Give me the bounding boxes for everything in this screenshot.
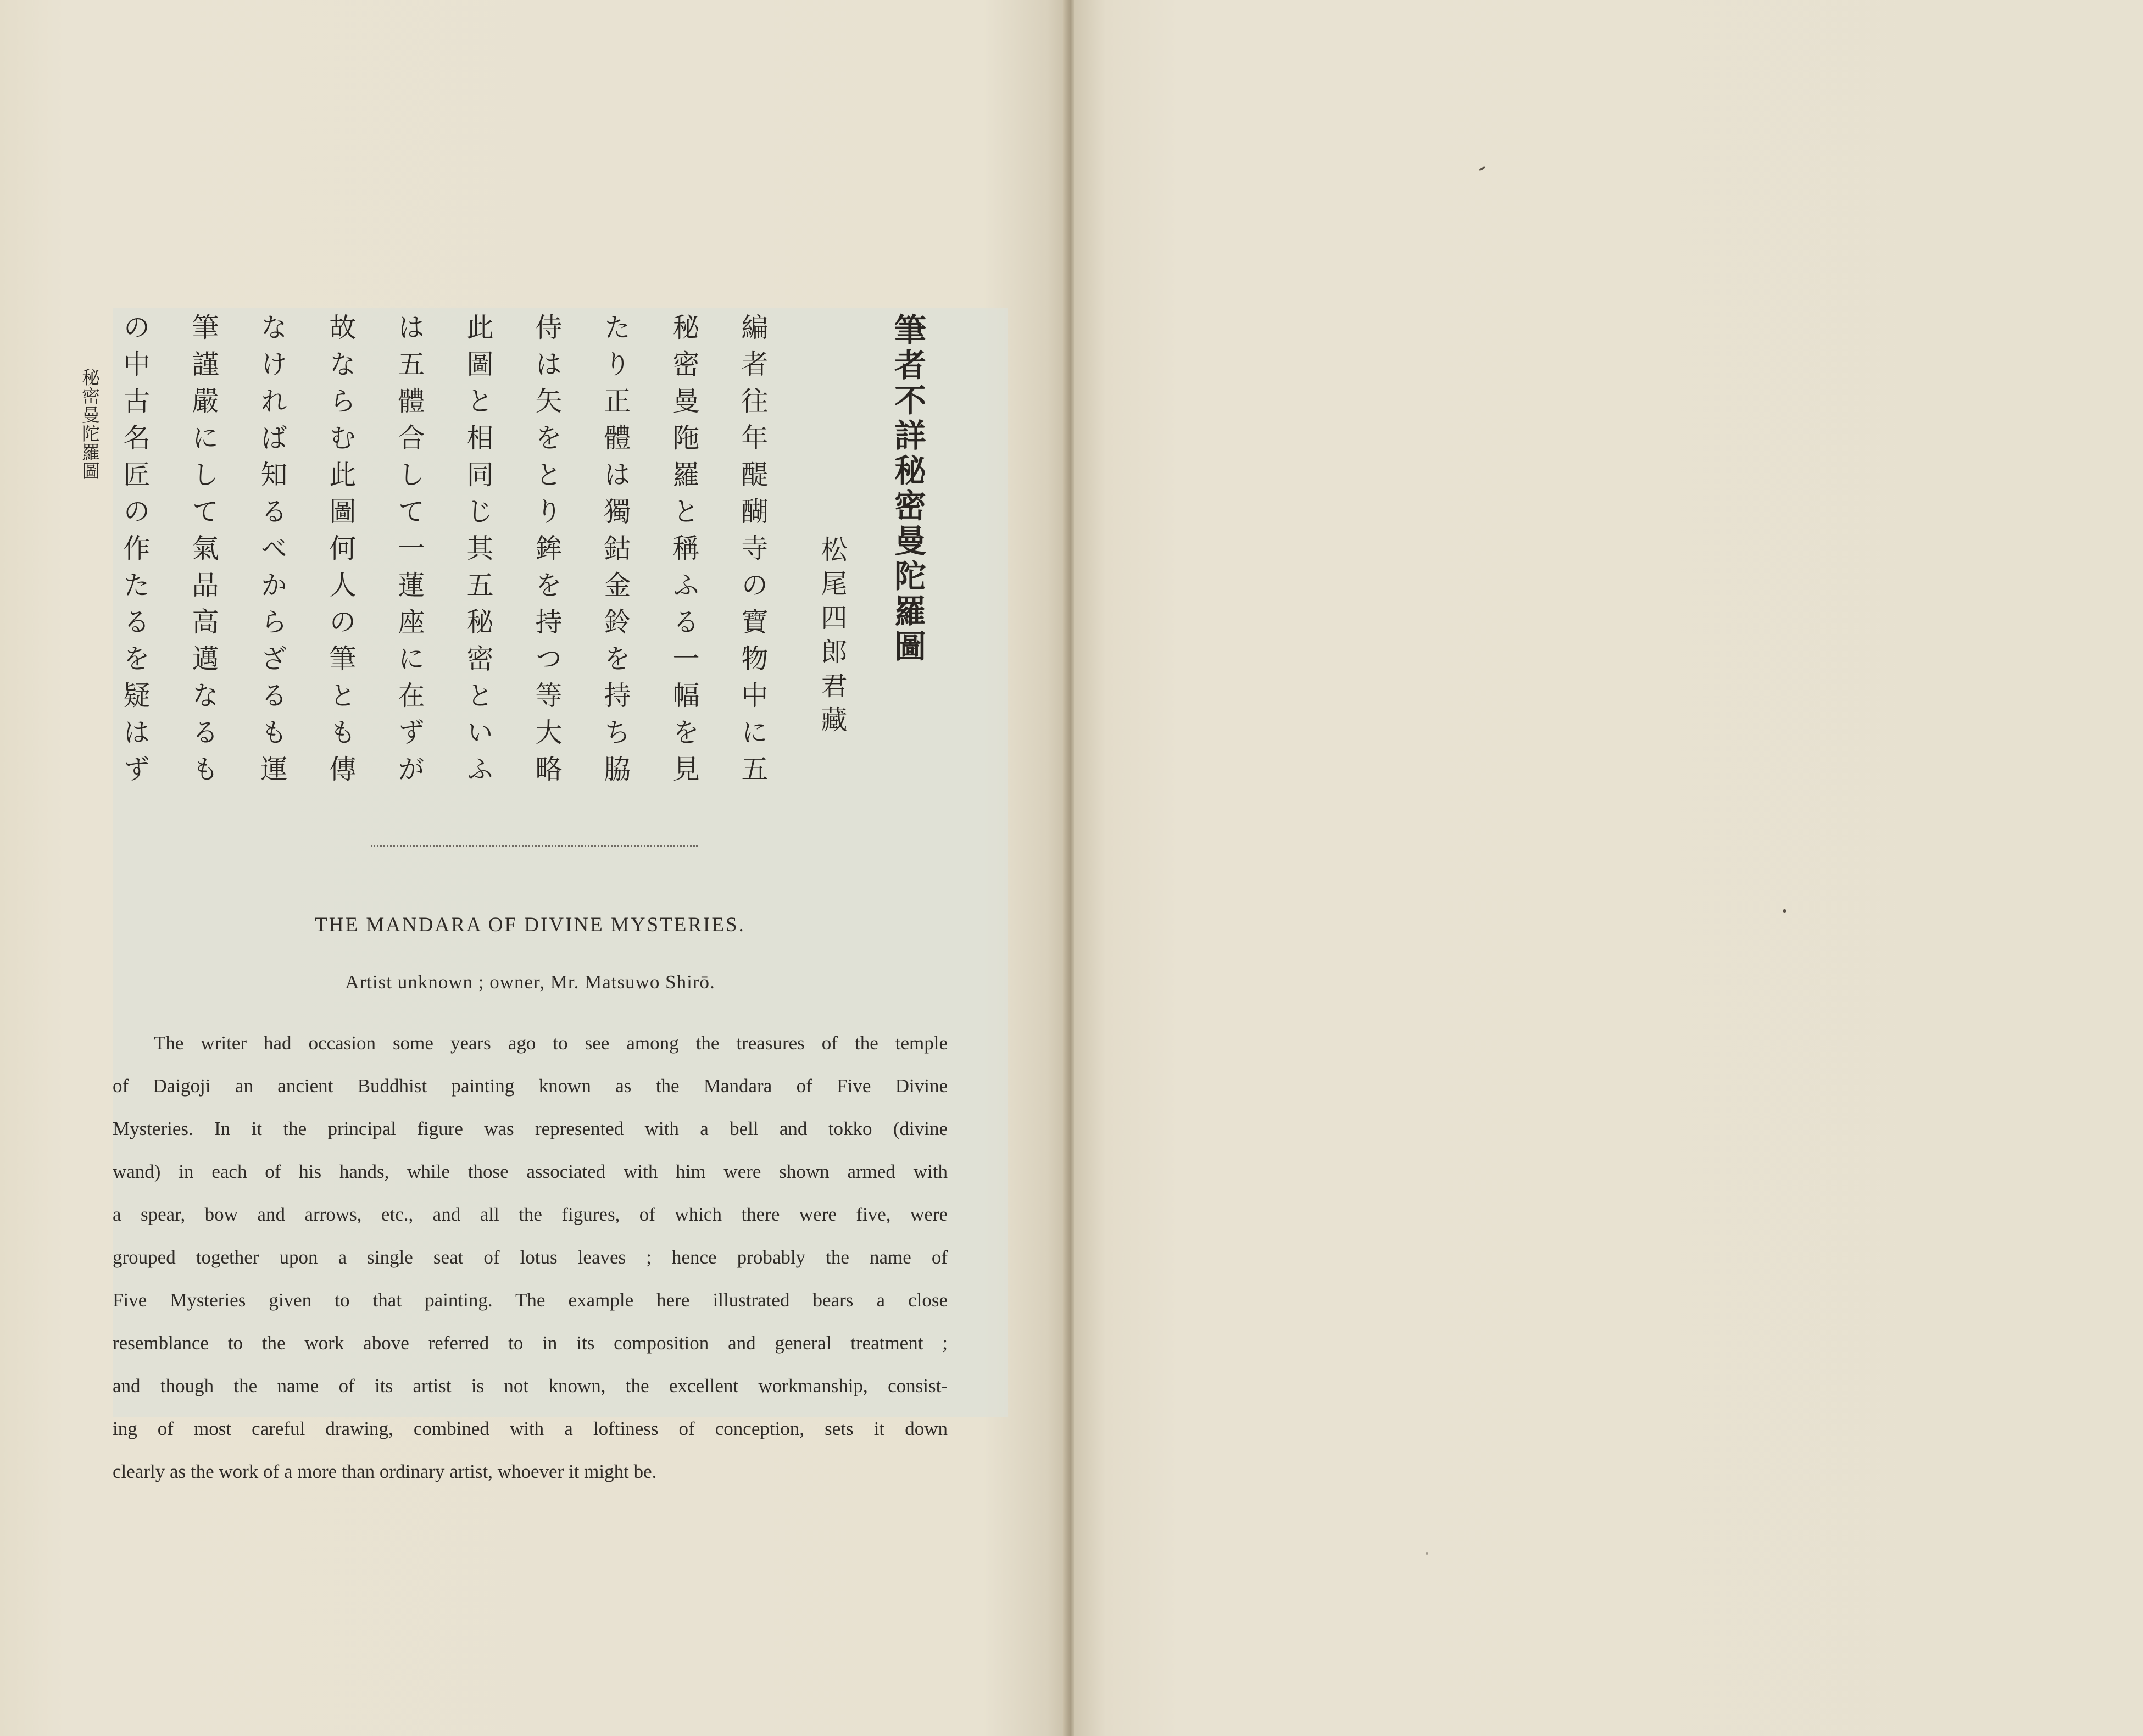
english-body <box>113 1022 948 1493</box>
english-body-line: Five Mysteries given to that painting. The example here illustrated bears a close <box>113 1289 948 1311</box>
english-body-line: a spear, bow and arrows, etc., and all the figures, of which there were five, were <box>113 1204 948 1225</box>
english-body-line: of Daigoji an ancient Buddhist painting known as the Mandara of Five Divine <box>113 1075 948 1097</box>
english-body-line: grouped together upon a single seat of lotus leaves ; hence probably the name of <box>113 1247 948 1268</box>
english-body-line: clearly as the work of a more than ordinary artist, whoever it might be. <box>113 1461 657 1482</box>
right-page-blank <box>1074 0 2143 1736</box>
english-body-line: wand) in each of his hands, while those associated with him were shown armed with <box>113 1161 948 1182</box>
english-title: THE MANDARA OF DIVINE MYSTERIES. <box>315 914 745 936</box>
japanese-body-column: は五體合して一蓮座に在ずが <box>394 313 425 792</box>
english-owner-credit: Artist unknown ; owner, Mr. Matsuwo Shirō. <box>345 971 715 993</box>
japanese-body-column: 編者往年醍醐寺の寶物中に五 <box>737 313 769 792</box>
english-body-line: Mysteries. In it the principal figure was represented with a bell and tokko (divine <box>113 1118 948 1139</box>
section-divider <box>371 845 698 847</box>
japanese-body-column: 故ならむ此圖何人の筆とも傳 <box>325 313 357 792</box>
paper-speck <box>1426 1552 1428 1555</box>
english-body-line: resemblance to the work above referred to in its composition and general treatment ; <box>113 1332 948 1354</box>
left-page <box>0 0 1068 1736</box>
japanese-body-column: 秘密曼陁羅と稱ふる一幅を見 <box>669 313 700 792</box>
english-body-line: The writer had occasion some years ago to see among the treasures of the temple <box>154 1032 948 1054</box>
english-body-line: ing of most careful drawing, combined with a loftiness of conception, sets it down <box>113 1418 948 1439</box>
running-head: 秘密曼陀羅圖 <box>79 368 101 480</box>
japanese-body-column: なければ知るべからざるも運 <box>257 313 288 792</box>
japanese-body-column: 筆謹嚴にして氣品高邁なるも <box>188 313 219 792</box>
japanese-owner-credit: 松尾四郎君藏 <box>816 536 847 740</box>
japanese-body-column: 此圖と相同じ其五秘密といふ <box>463 313 494 792</box>
paper-speck <box>1479 166 1485 171</box>
japanese-body-column: たり正體は獨鈷金鈴を持ち脇 <box>600 313 631 792</box>
japanese-body-column: の中古名匠の作たるを疑はず <box>119 313 151 792</box>
japanese-title: 筆者不詳秘密曼陀羅圖 <box>889 313 926 665</box>
japanese-body-column: 侍は矢をとり鉾を持つ等大略 <box>531 313 563 792</box>
english-body-line: and though the name of its artist is not known, the excellent workmanship, consist- <box>113 1375 948 1396</box>
paper-speck <box>1783 909 1786 913</box>
